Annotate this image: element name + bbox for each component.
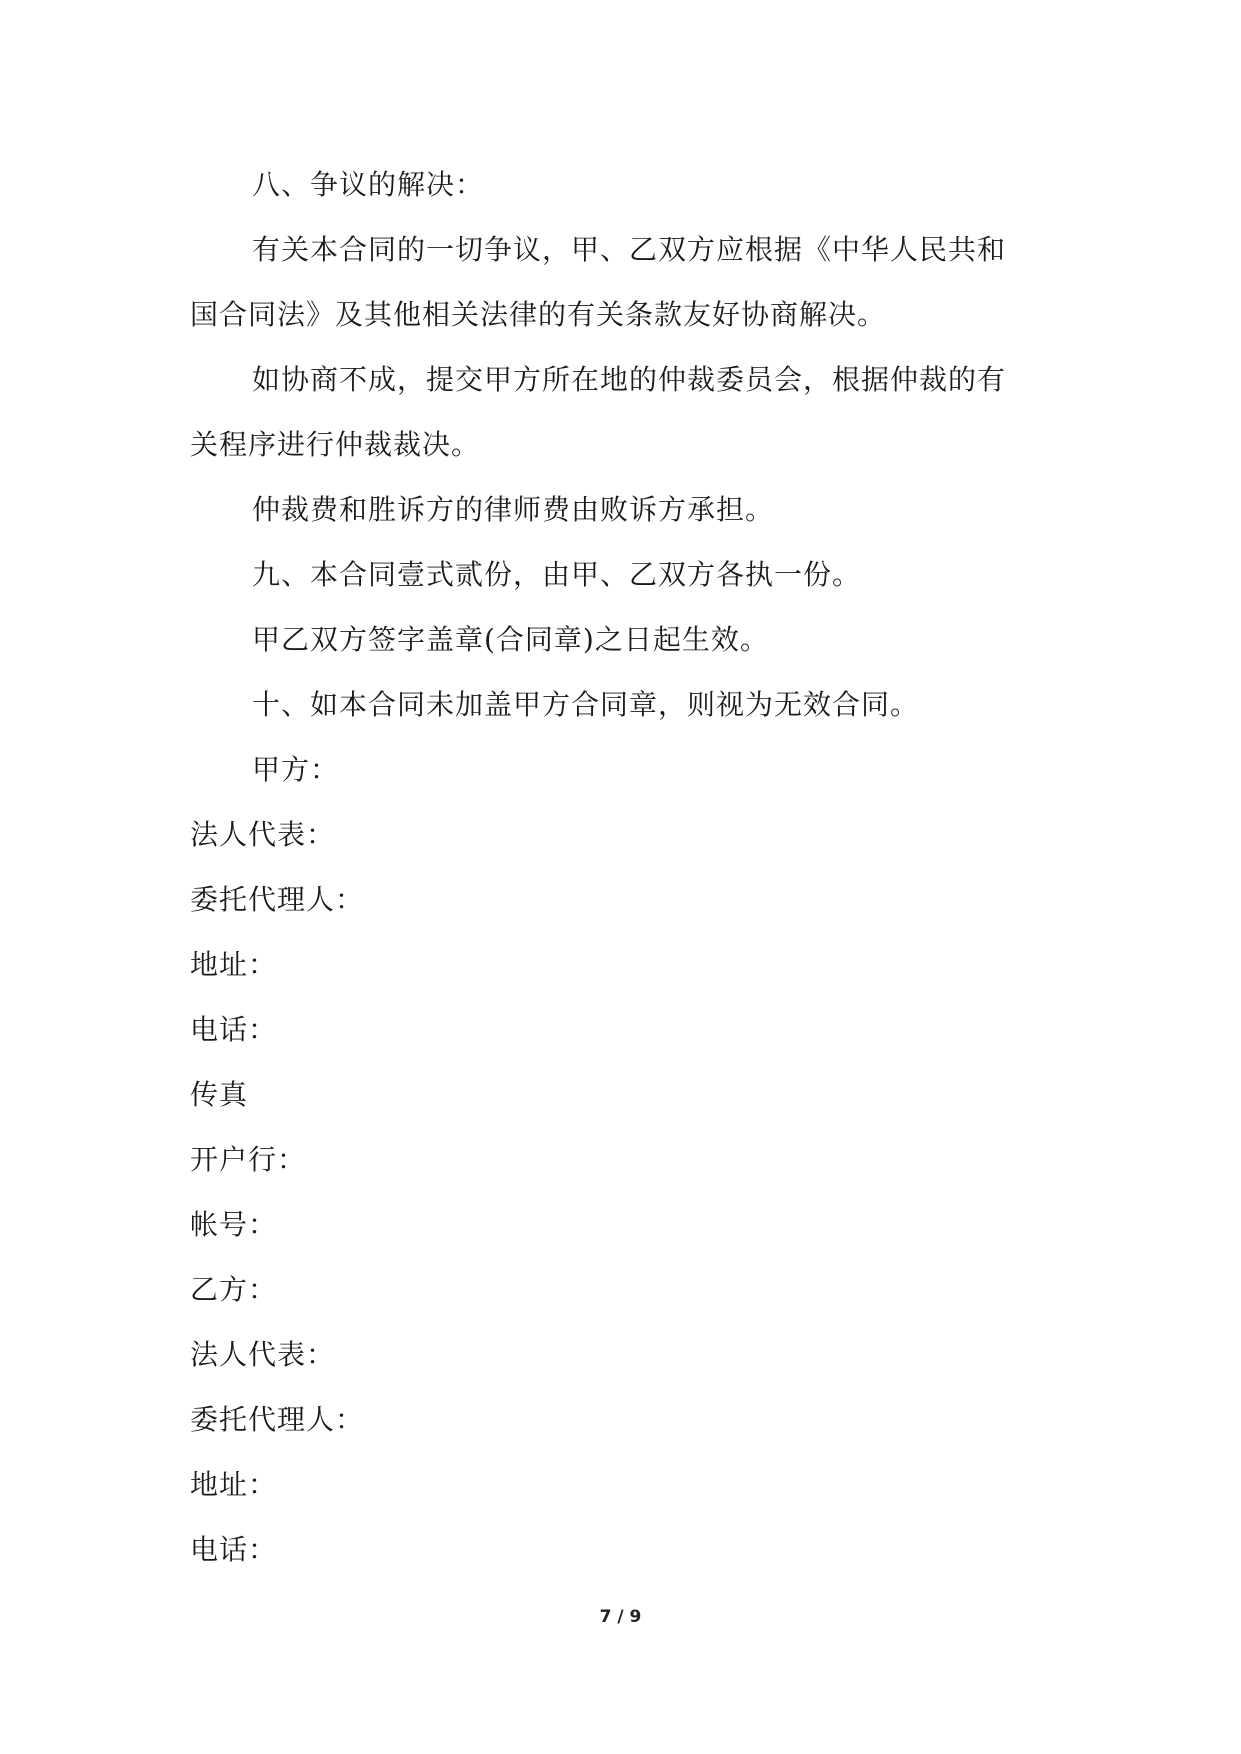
party-a-bank: 开户行： — [190, 1143, 307, 1176]
paragraph-line: 如协商不成，提交甲方所在地的仲裁委员会，根据仲裁的有 — [252, 363, 1007, 396]
paragraph-line: 关程序进行仲裁裁决。 — [190, 428, 481, 461]
paragraph-line: 仲裁费和胜诉方的律师费由败诉方承担。 — [252, 493, 775, 526]
party-a-phone: 电话： — [190, 1013, 278, 1046]
party-b-legal-rep: 法人代表： — [190, 1338, 336, 1371]
paragraph-line: 甲乙双方签字盖章(合同章)之日起生效。 — [252, 623, 769, 656]
party-a-label: 甲方： — [252, 753, 340, 786]
section-heading-dispute: 八、争议的解决： — [252, 168, 485, 201]
paragraph-line: 有关本合同的一切争议，甲、乙双方应根据《中华人民共和 — [252, 233, 1007, 266]
document-body — [190, 152, 1060, 1582]
party-b-address: 地址： — [190, 1468, 278, 1501]
party-a-agent: 委托代理人： — [190, 883, 365, 916]
section-heading-seal: 十、如本合同未加盖甲方合同章，则视为无效合同。 — [252, 688, 920, 721]
party-a-legal-rep: 法人代表： — [190, 818, 336, 851]
party-a-address: 地址： — [190, 948, 278, 981]
party-a-account: 帐号： — [190, 1208, 278, 1241]
party-b-label: 乙方： — [190, 1273, 278, 1306]
section-heading-copies: 九、本合同壹式贰份，由甲、乙双方各执一份。 — [252, 558, 862, 591]
party-b-phone: 电话： — [190, 1533, 278, 1566]
party-b-agent: 委托代理人： — [190, 1403, 365, 1436]
paragraph-line: 国合同法》及其他相关法律的有关条款友好协商解决。 — [190, 298, 887, 331]
page-number: 7 / 9 — [599, 1607, 642, 1627]
party-a-fax: 传真 — [190, 1078, 249, 1111]
